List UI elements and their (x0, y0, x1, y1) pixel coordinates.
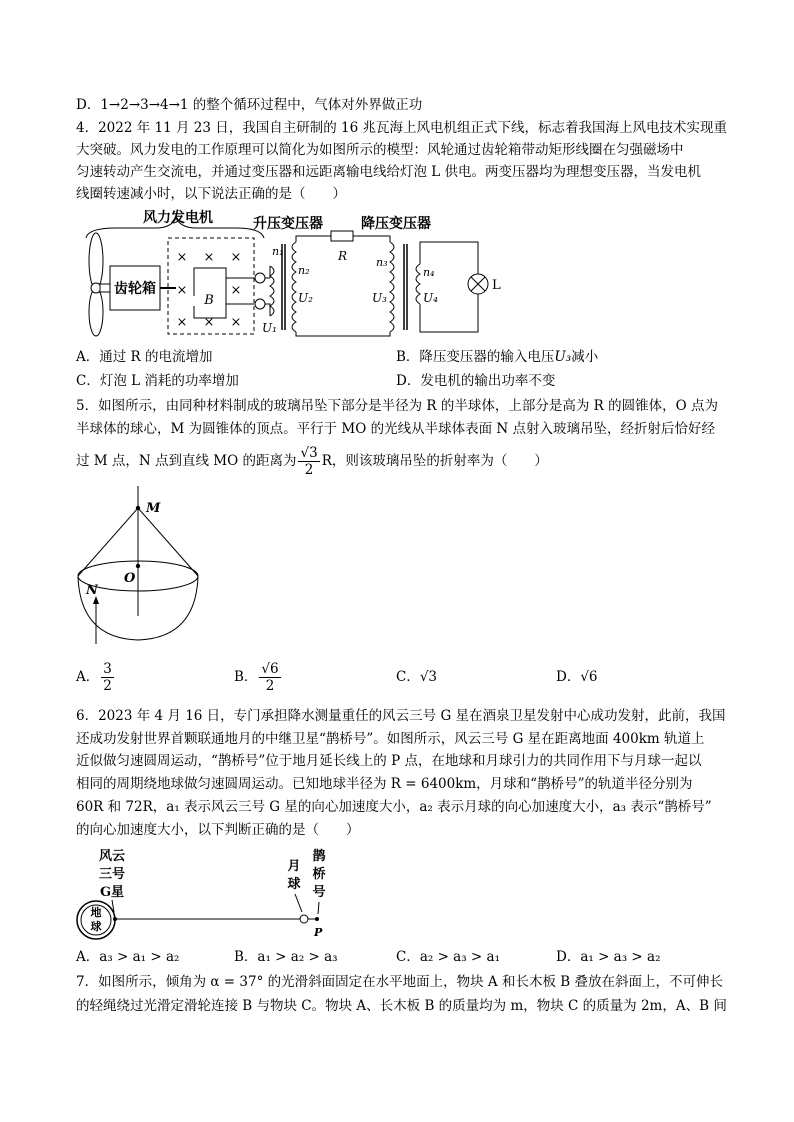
svg-text:U₃: U₃ (372, 291, 387, 305)
svg-text:三号: 三号 (98, 867, 126, 882)
fan-icon (89, 233, 110, 336)
q6-stem-line1: 6．2023 年 4 月 16 日，专门承担降水测量重任的风云三号 G 星在酒泉卫星发射中心成功发射，此前，我国 (76, 708, 726, 724)
svg-text:鹊: 鹊 (312, 849, 326, 864)
q5-stem-line2: 半球体的球心，M 为圆锥体的顶点。平行于 MO 的光线从半球体表面 N 点射入玻璃吊坠，经折射后恰好经 (76, 421, 715, 437)
svg-text:U₄: U₄ (423, 291, 438, 305)
svg-text:G星: G星 (99, 885, 125, 900)
svg-text:L: L (492, 278, 501, 293)
svg-text:地: 地 (90, 906, 102, 919)
svg-text:n₃: n₃ (376, 256, 388, 269)
svg-text:n₄: n₄ (423, 266, 435, 279)
q7-stem-line1: 7．如图所示，倾角为 α = 37° 的光滑斜面固定在水平地面上，物块 A 和长木板 B 叠放在斜面上，不可伸长 (76, 974, 723, 990)
q5-option-d: D．√6 (556, 669, 598, 685)
q6-stem-line4: 相同的周期绕地球做匀速圆周运动。已知地球半径为 R = 6400km，月球和“鹊桥号”的轨道半径分别为 (76, 776, 693, 792)
svg-text:球: 球 (90, 920, 102, 933)
q6-option-c: C．a₂ > a₃ > a₁ (396, 949, 500, 965)
q5-option-a: A． $\frac{3}{2}$ (76, 661, 112, 694)
svg-text:球: 球 (287, 877, 301, 892)
svg-text:桥: 桥 (312, 867, 326, 882)
q4-stem-line4: 线圈转速减小时，以下说法正确的是（ ） (76, 186, 346, 202)
svg-text:n₁: n₁ (272, 245, 284, 258)
satellite-dot (113, 917, 117, 921)
q6-stem-line2: 还成功发射世界首颗联通地月的中继卫星“鹊桥号”。如图所示，风云三号 G 星在距离地面 400km 轨道上 (76, 731, 705, 747)
q3-option-d: D．1→2→3→4→1 的整个循环过程中，气体对外界做正功 (76, 97, 423, 113)
q4-option-c: C．灯泡 L 消耗的功率增加 (76, 373, 239, 389)
svg-text:R: R (338, 249, 348, 263)
svg-text:U₁: U₁ (262, 321, 277, 335)
q5-stem-line3: 过 M 点，N 点到直线 MO 的距离为 $\frac{√3}{2}$ R，则该玻璃吊坠的折射率为（ ） (76, 445, 548, 478)
svg-text:×: × (230, 283, 242, 298)
svg-text:号: 号 (312, 885, 326, 900)
svg-text:N: N (86, 583, 98, 598)
q4-stem-line3: 匀速转动产生交流电，并通过变压器和远距离输电线给灯泡 L 供电。两变压器均为理想变压器，当发电机 (76, 164, 702, 180)
moon (300, 915, 308, 923)
q6-option-d: D．a₁ > a₃ > a₂ (556, 949, 661, 965)
distance-fraction: $\frac{√3}{2}$ (300, 445, 318, 478)
svg-text:U₂: U₂ (298, 291, 313, 305)
q4-option-a: A．通过 R 的电流增加 (76, 349, 213, 365)
svg-text:n₂: n₂ (298, 264, 310, 277)
q7-stem-line2: 的轻绳绕过光滑定滑轮连接 B 与物块 C。物块 A、长木板 B 的质量均为 m，物块 C 的质量为 2m，A、B 间 (76, 998, 727, 1014)
q5-stem-line1: 5．如图所示，由同种材料制成的玻璃吊坠下部分是半径为 R 的半球体，上部分是高为 R 的圆锥体，O 点为 (76, 398, 718, 414)
svg-text:M: M (146, 501, 161, 516)
q6-option-b: B．a₁ > a₂ > a₃ (234, 949, 338, 965)
svg-text:×: × (230, 250, 242, 265)
q6-stem-line6: 的向心加速度大小，以下判断正确的是（ ） (76, 822, 360, 838)
svg-text:×: × (176, 315, 188, 330)
n1-coil (270, 266, 274, 316)
q5-pendant-figure (76, 486, 210, 644)
svg-text:P: P (314, 926, 323, 939)
q4-option-d: D．发电机的输出功率不变 (396, 373, 556, 389)
svg-text:×: × (230, 315, 242, 330)
svg-text:风云: 风云 (98, 849, 126, 864)
gearbox-label: 齿轮箱 (114, 281, 156, 297)
n2-coil (292, 242, 296, 332)
step-up-label: 升压变压器 (253, 216, 323, 232)
svg-text:×: × (176, 283, 188, 298)
svg-text:O: O (124, 571, 136, 586)
point-p (315, 917, 319, 921)
q4-circuit-figure (76, 206, 506, 340)
q4-stem-line1: 4．2022 年 11 月 23 日，我国自主研制的 16 兆瓦海上风电机组正式下线，标志着我国海上风电技术实现重 (76, 120, 728, 136)
q5-option-c: C．√3 (396, 669, 438, 685)
point-m (136, 506, 140, 510)
q6-option-a: A．a₃ > a₁ > a₂ (76, 949, 180, 965)
generator-label: 风力发电机 (143, 210, 213, 226)
q6-orbit-figure (76, 846, 336, 942)
svg-text:×: × (176, 250, 188, 265)
step-down-label: 降压变压器 (361, 216, 431, 232)
q4-stem-line2: 大突破。风力发电的工作原理可以简化为如图所示的模型：风轮通过齿轮箱带动矩形线圈在匀强磁场中 (76, 142, 684, 158)
q6-stem-line3: 近似做匀速圆周运动，“鹊桥号”位于地月延长线上的 P 点，在地球和月球引力的共同作用下与月球一起以 (76, 753, 702, 769)
svg-text:×: × (203, 250, 215, 265)
q4-option-b: B．降压变压器的输入电压U₃减小 (396, 349, 599, 365)
field-b-label: B (204, 293, 214, 308)
n3-coil (390, 242, 394, 332)
n4-coil (416, 264, 420, 304)
point-o (136, 564, 140, 568)
q6-stem-line5: 60R 和 72R，a₁ 表示风云三号 G 星的向心加速度大小，a₂ 表示月球的向心加速度大小，a₃ 表示“鹊桥号” (76, 799, 712, 815)
q5-option-b: B． $\frac{√6}{2}$ (234, 661, 279, 694)
svg-text:×: × (203, 315, 215, 330)
resistor-r (331, 231, 353, 241)
svg-text:月: 月 (287, 859, 301, 874)
